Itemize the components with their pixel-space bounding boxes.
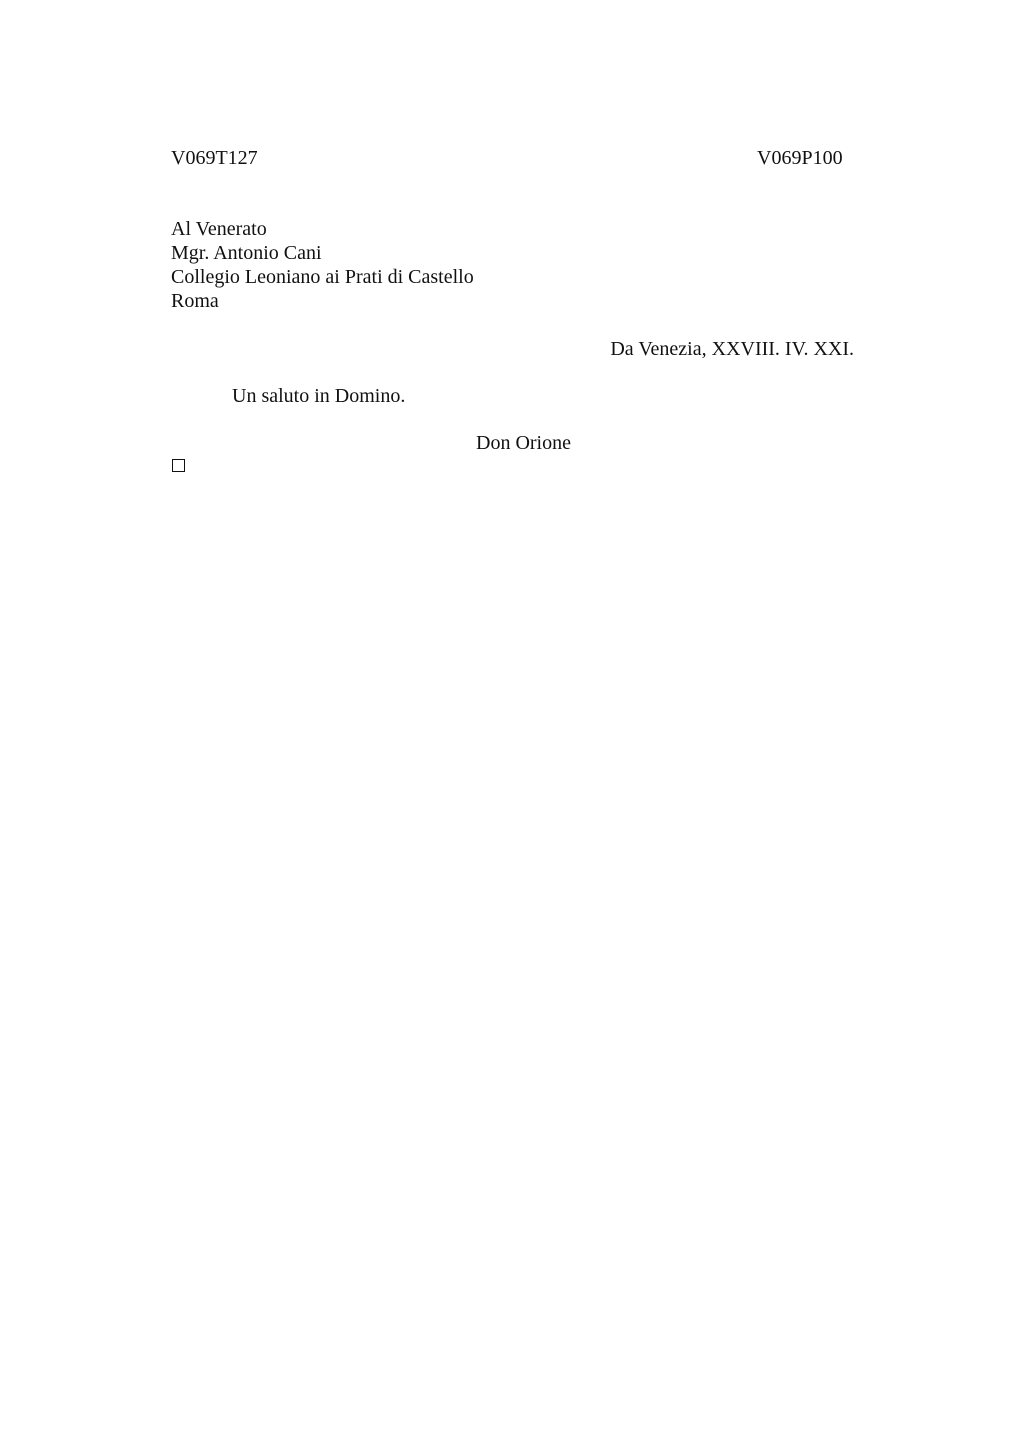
address-line: Collegio Leoniano ai Prati di Castello [171,266,474,288]
address-line: Mgr. Antonio Cani [171,242,322,264]
document-code-right: V069P100 [757,147,843,169]
address-line: Al Venerato [171,218,267,240]
greeting: Un saluto in Domino. [232,385,406,407]
signature: Don Orione [476,432,571,454]
document-code-left: V069T127 [171,147,258,169]
address-line: Roma [171,290,219,312]
date-line: Da Venezia, XXVIII. IV. XXI. [610,338,854,360]
empty-square-icon [172,459,185,472]
